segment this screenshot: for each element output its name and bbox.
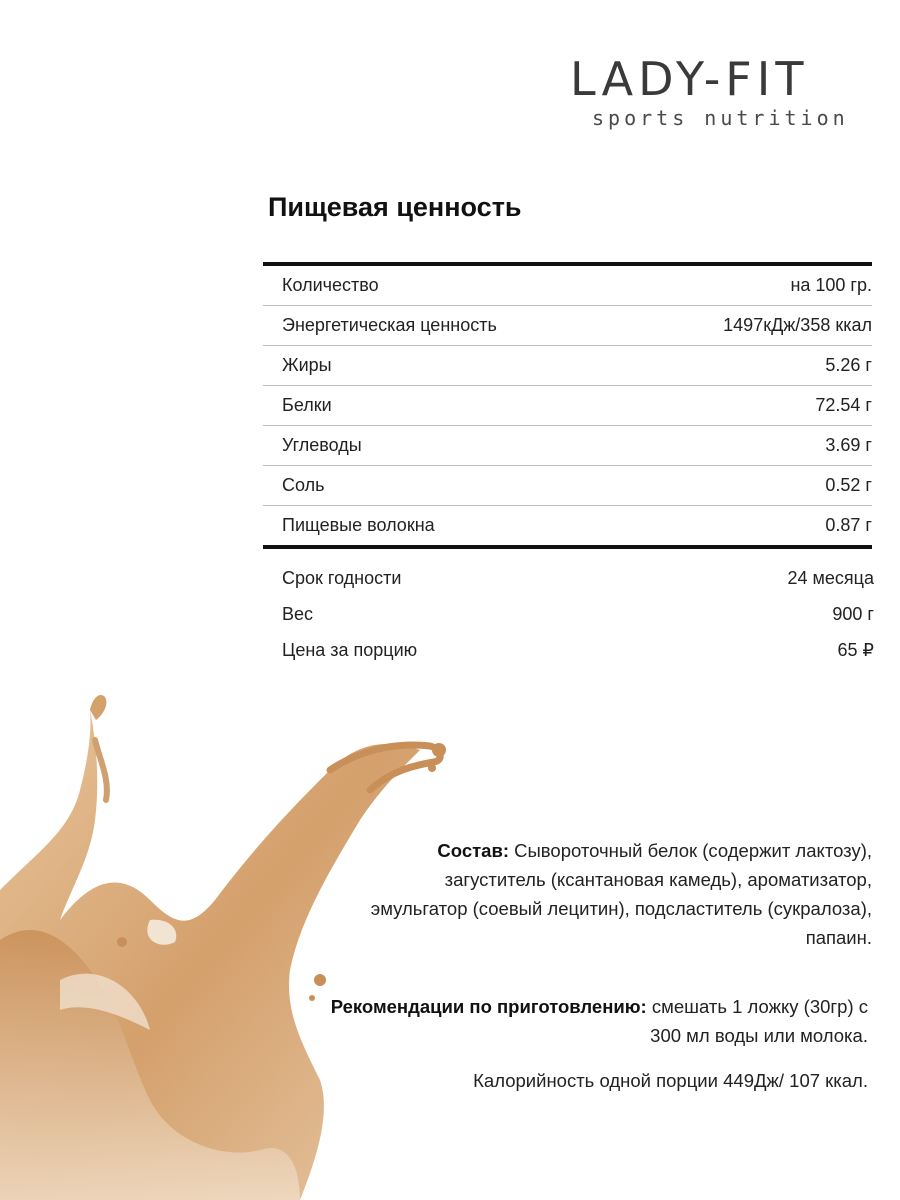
extra-label: Вес: [282, 603, 314, 624]
extra-row: [282, 596, 874, 632]
extra-row: [282, 632, 874, 668]
nutrition-row: [263, 426, 872, 466]
nutrition-value: 0.87 г: [825, 515, 872, 535]
nutrition-value: 72.54 г: [815, 395, 872, 415]
nutrition-row: [263, 506, 872, 545]
nutrition-table: [263, 262, 872, 549]
recommendation-label: Рекомендации по приготовлению:: [330, 996, 647, 1017]
nutrition-label: Жиры: [282, 355, 332, 375]
nutrition-row: [263, 266, 872, 306]
nutrition-value: 5.26 г: [825, 355, 872, 375]
serving-calories: Калорийность одной порции 449Дж/ 107 ккал.: [473, 1070, 868, 1091]
composition-label: Состав:: [437, 840, 509, 861]
nutrition-label: Количество: [282, 275, 379, 295]
extra-label: Цена за порцию: [282, 639, 418, 660]
page-title: Пищевая ценность: [268, 192, 522, 222]
brand-tagline: sports nutrition: [592, 106, 849, 130]
nutrition-row: [263, 386, 872, 426]
nutrition-row: [263, 346, 872, 386]
nutrition-label: Углеводы: [282, 435, 362, 455]
nutrition-label: Энергетическая ценность: [282, 315, 497, 335]
extra-value: 24 месяца: [787, 567, 874, 588]
extra-row: [282, 560, 874, 596]
recommendation-text: [308, 992, 868, 1050]
extra-label: Срок годности: [282, 567, 402, 588]
table-bottom-rule: [263, 545, 872, 549]
nutrition-value: 0.52 г: [825, 475, 872, 495]
brand-name: LADY-FIT: [570, 52, 809, 106]
extra-value: 65 ₽: [837, 639, 874, 660]
composition-body: Сывороточный белок (содержит лактозу), загуститель (ксантановая камедь), ароматизатор, эмульгатор (соевый лецитин), подсластитель (сукралоза), папаин.: [370, 840, 872, 948]
brand-logo: [570, 52, 870, 136]
nutrition-label: Белки: [282, 395, 332, 415]
nutrition-value: 1497кДж/358 ккал: [723, 315, 872, 335]
nutrition-row: [263, 466, 872, 506]
nutrition-value: 3.69 г: [825, 435, 872, 455]
nutrition-row: [263, 306, 872, 346]
composition-text: [352, 836, 872, 952]
nutrition-label: Соль: [282, 475, 325, 495]
extra-value: 900 г: [832, 603, 874, 624]
nutrition-label: Пищевые волокна: [282, 515, 435, 535]
extra-info: [282, 560, 874, 668]
nutrition-value: на 100 гр.: [790, 275, 872, 295]
recommendation-body: смешать 1 ложку (30гр) с 300 мл воды или молока.: [650, 996, 868, 1046]
